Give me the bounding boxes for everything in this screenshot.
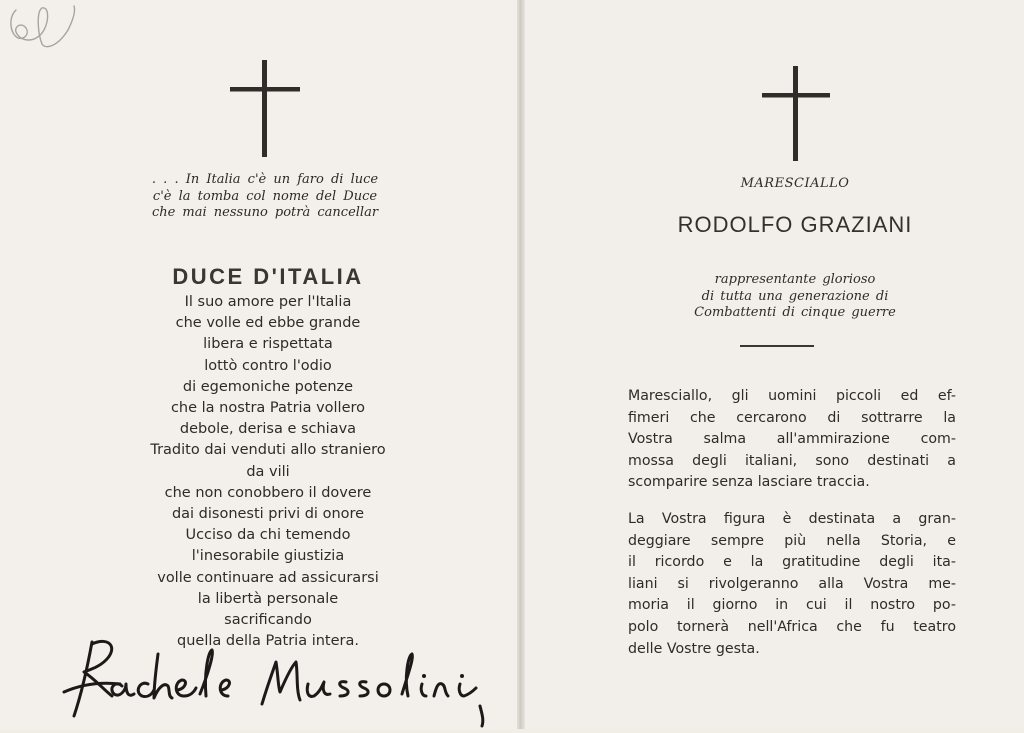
subtitle-line: Combattenti di cinque guerre [694,305,896,320]
paragraph-line: Vostra salma all'ammirazione com- [628,431,956,448]
poem-line: da vili [246,463,290,480]
poem-line: che non conobbero il dovere [164,484,372,501]
rank-label: MARESCIALLO [740,176,850,191]
quote-line: c'è la tomba col nome del Duce [152,188,378,204]
paragraph-line: fimeri che cercarono di sottrarre la [628,409,956,426]
poem-line: che la nostra Patria vollero [170,400,366,417]
cross-icon [762,66,832,162]
section-divider [740,345,814,347]
paragraph-line: La Vostra figura è destinata a gran- [628,511,956,527]
subtitle-line: di tutta una generazione di [701,288,889,304]
poem-line: dai disonesti privi di onore [171,506,365,523]
paragraph-1 [628,386,956,494]
honoree-subtitle [620,272,970,322]
paragraph-line: liani si rivolgeranno alla Vostra me- [628,575,956,592]
paragraph-line: moria il giorno in cui il nostro po- [628,597,956,614]
handwritten-signature [62,634,492,733]
poem-line: libera e rispettata [203,336,333,353]
epigraph-quote [100,172,430,222]
poem-line: che volle ed ebbe grande [175,315,361,332]
quote-line: che mai nessuno potrà cancellar [151,205,379,220]
poem-line: Ucciso da chi temendo [185,527,351,544]
poem-line: la libertà personale [197,590,339,607]
paragraph-line: delle Vostre gesta. [628,640,760,657]
poem-line: volle continuare ad assicurarsi [157,569,379,586]
honoree-name: RODOLFO GRAZIANI [677,212,913,237]
paragraph-line: mossa degli italiani, sono destinati a [628,452,956,469]
paragraph-line: deggiare sempre più nella Storia, e [628,532,956,549]
poem-text [70,292,466,652]
poem-line: Tradito dai venduti allo straniero [150,442,386,459]
cross-icon [230,60,302,158]
poem-line: quella della Patria intera. [177,633,359,650]
subtitle-line: rappresentante glorioso [714,272,876,287]
poem-line: debole, derisa e schiava [179,421,357,438]
paragraph-2 [628,509,956,660]
paragraph-line: scomparire senza lasciare traccia. [628,474,870,491]
poem-line: l'inesorabile giustizia [191,548,345,565]
card-fold [517,0,525,729]
paragraph-line: polo tornerà nell'Africa che fu teatro [628,618,956,635]
quote-line: . . . In Italia c'è un faro di luce [151,172,379,187]
left-page-title: DUCE D'ITALIA [172,264,364,289]
poem-line: Il suo amore per l'Italia [184,294,352,310]
paragraph-line: Maresciallo, gli uomini piccoli ed ef- [628,388,956,404]
poem-line: di egemoniche potenze [182,378,354,395]
poem-line: lottò contro l'odio [204,357,332,374]
pencil-mark-icon [2,0,80,56]
paragraph-line: il ricordo e la gratitudine degli ita- [628,554,956,571]
poem-line: sacrificando [224,612,312,629]
